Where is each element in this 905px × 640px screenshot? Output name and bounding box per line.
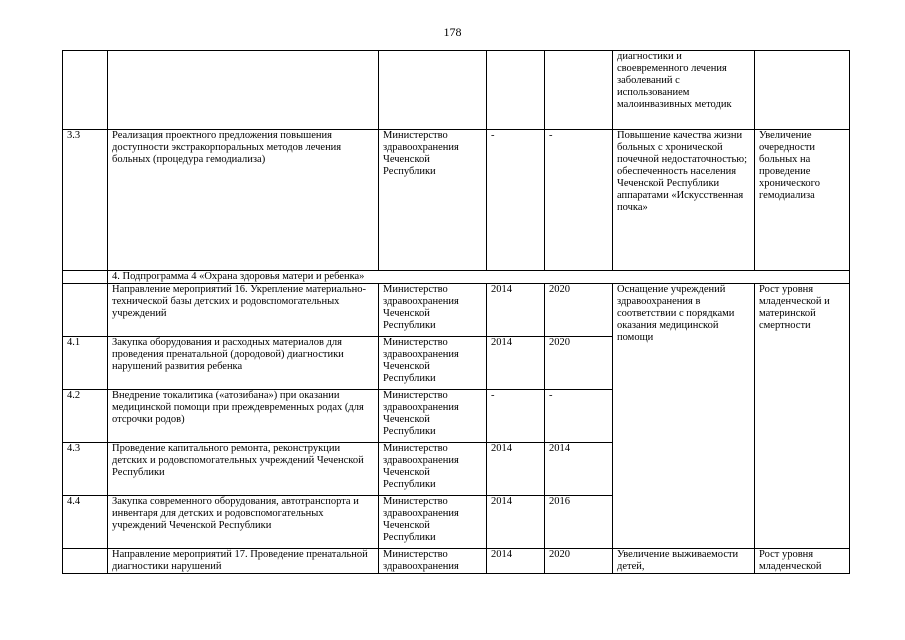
cell-number: 4.2 xyxy=(63,390,108,443)
table-row xyxy=(63,51,850,130)
cell-start-year: - xyxy=(487,390,545,443)
cell-indicator: Рост уровня младенческой xyxy=(755,549,850,574)
cell-executor: Министерство здравоохранения Чеченской Республики xyxy=(379,390,487,443)
cell-end-year: 2020 xyxy=(545,549,613,574)
cell-executor: Министерство здравоохранения xyxy=(379,549,487,574)
cell-start-year: - xyxy=(487,130,545,271)
cell-end-year: - xyxy=(545,390,613,443)
cell-end-year: 2016 xyxy=(545,496,613,549)
cell-executor: Министерство здравоохранения Чеченской Республики xyxy=(379,496,487,549)
cell-result: Повышение качества жизни больных с хронической почечной недостаточностью; обеспеченность населения Чеченской Республики аппаратами «Искусственная почка» xyxy=(613,130,755,271)
cell-result: Оснащение учреждений здравоохранения в соответствии с порядками оказания медицинской помощи xyxy=(613,284,755,549)
table-row xyxy=(63,130,850,271)
cell-number xyxy=(63,549,108,574)
cell-number: 4.3 xyxy=(63,443,108,496)
cell-number xyxy=(63,271,108,284)
cell-number: 3.3 xyxy=(63,130,108,271)
cell-start-year xyxy=(487,51,545,130)
cell-activity xyxy=(108,51,379,130)
cell-start-year: 2014 xyxy=(487,496,545,549)
subprogram-row xyxy=(63,271,850,284)
table-row xyxy=(63,549,850,574)
table-row xyxy=(63,284,850,337)
cell-start-year: 2014 xyxy=(487,549,545,574)
cell-activity: Реализация проектного предложения повышения доступности экстракорпоральных методов лечения больных (процедура гемодиализа) xyxy=(108,130,379,271)
cell-activity: Направление мероприятий 16. Укрепление материально-технической базы детских и родовспомогательных учреждений xyxy=(108,284,379,337)
cell-indicator xyxy=(755,51,850,130)
cell-activity: Внедрение токалитика («атозибана») при оказании медицинской помощи при преждевременных родах (для отсрочки родов) xyxy=(108,390,379,443)
program-table xyxy=(62,50,850,574)
cell-result: Увеличение выживаемости детей, xyxy=(613,549,755,574)
cell-end-year xyxy=(545,51,613,130)
page-number: 178 xyxy=(443,25,462,39)
cell-number: 4.4 xyxy=(63,496,108,549)
cell-end-year: 2020 xyxy=(545,337,613,390)
cell-executor: Министерство здравоохранения Чеченской Республики xyxy=(379,337,487,390)
cell-indicator: Увеличение очередности больных на проведение хронического гемодиализа xyxy=(755,130,850,271)
cell-start-year: 2014 xyxy=(487,337,545,390)
cell-executor xyxy=(379,51,487,130)
cell-number xyxy=(63,51,108,130)
subprogram-title: 4. Подпрограмма 4 «Охрана здоровья матери и ребенка» xyxy=(108,271,850,284)
cell-activity: Направление мероприятий 17. Проведение пренатальной диагностики нарушений xyxy=(108,549,379,574)
cell-number: 4.1 xyxy=(63,337,108,390)
cell-activity: Закупка оборудования и расходных материалов для проведения пренатальной (дородовой) диагностики нарушений развития ребенка xyxy=(108,337,379,390)
cell-indicator: Рост уровня младенческой и материнской смертности xyxy=(755,284,850,549)
cell-activity: Закупка современного оборудования, автотранспорта и инвентаря для детских и родовспомогательных учреждений Чеченской Республики xyxy=(108,496,379,549)
cell-end-year: 2014 xyxy=(545,443,613,496)
cell-executor: Министерство здравоохранения Чеченской Республики xyxy=(379,284,487,337)
cell-end-year: - xyxy=(545,130,613,271)
cell-result: диагностики и своевременного лечения заболеваний с использованием малоинвазивных методик xyxy=(613,51,755,130)
cell-executor: Министерство здравоохранения Чеченской Республики xyxy=(379,443,487,496)
cell-executor: Министерство здравоохранения Чеченской Республики xyxy=(379,130,487,271)
cell-activity: Проведение капитального ремонта, реконструкции детских и родовспомогательных учреждений Чеченской Республики xyxy=(108,443,379,496)
cell-start-year: 2014 xyxy=(487,443,545,496)
cell-start-year: 2014 xyxy=(487,284,545,337)
cell-number xyxy=(63,284,108,337)
cell-end-year: 2020 xyxy=(545,284,613,337)
